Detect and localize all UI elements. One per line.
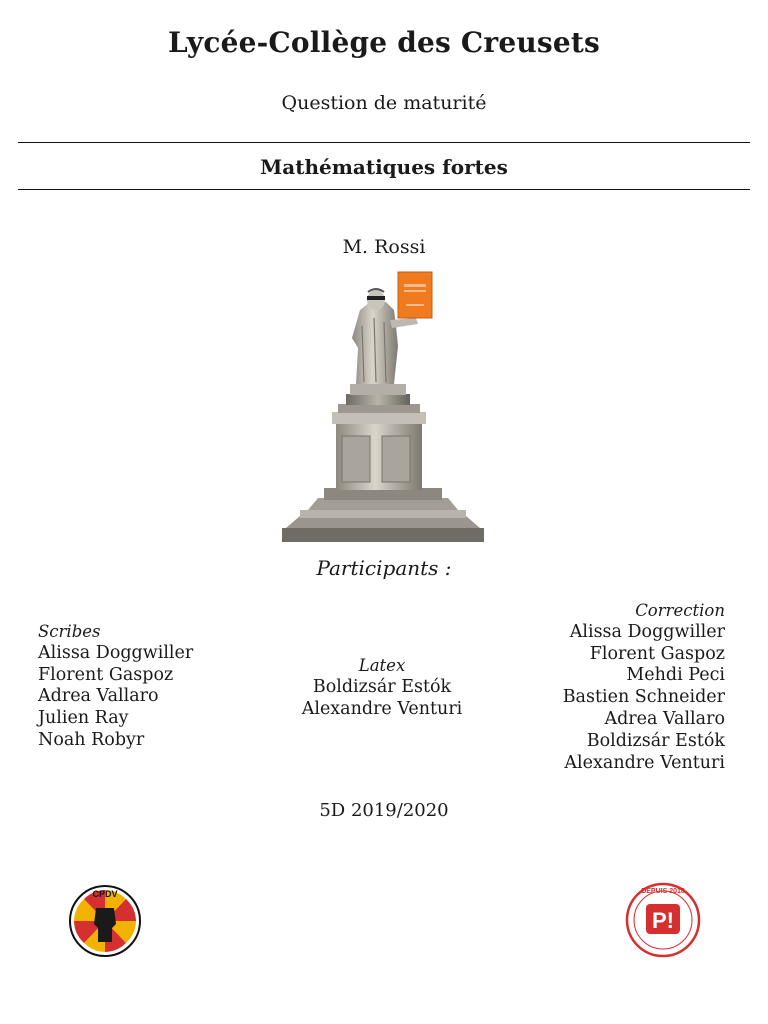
correction-name: Bastien Schneider — [562, 687, 725, 708]
document-subtitle: Question de maturité — [281, 92, 487, 114]
cpdv-logo-text: CPDV — [92, 889, 118, 899]
correction-name: Alexandre Venturi — [564, 752, 725, 773]
scribe-name: Florent Gaspoz — [38, 664, 174, 685]
scribe-name: Alissa Doggwiller — [38, 642, 194, 663]
correction-name: Alissa Doggwiller — [569, 621, 725, 642]
correction-name: Adrea Vallaro — [604, 708, 725, 729]
class-year: 5D 2019/2020 — [319, 800, 449, 821]
stamp-top-text: DEPUIS 2018 — [641, 888, 685, 895]
latex-title: Latex — [358, 656, 406, 675]
teacher-name: M. Rossi — [342, 236, 426, 258]
scribes-title: Scribes — [38, 622, 101, 641]
bottom-rule — [18, 189, 750, 190]
scribe-name: Julien Ray — [38, 708, 129, 729]
correction-name: Florent Gaspoz — [589, 643, 725, 664]
correction-name: Mehdi Peci — [626, 665, 725, 686]
scribe-name: Noah Robyr — [38, 729, 145, 750]
latex-column — [262, 655, 502, 720]
correction-title: Correction — [635, 601, 725, 620]
p-logo-stamp — [620, 880, 706, 960]
statue-illustration — [278, 266, 488, 544]
school-title: Lycée-Collège des Creusets — [167, 26, 601, 59]
correction-column — [510, 600, 725, 774]
scribes-column — [38, 621, 258, 752]
stamp-mark: P! — [652, 908, 674, 933]
latex-name: Boldizsár Estók — [312, 676, 452, 697]
latex-name: Alexandre Venturi — [301, 698, 463, 719]
course-title: Mathématiques fortes — [260, 155, 508, 179]
top-rule — [18, 142, 750, 143]
scribe-name: Adrea Vallaro — [38, 686, 159, 707]
participants-heading: Participants : — [316, 556, 452, 580]
cpdv-logo — [66, 884, 144, 958]
correction-name: Boldizsár Estók — [586, 730, 725, 751]
